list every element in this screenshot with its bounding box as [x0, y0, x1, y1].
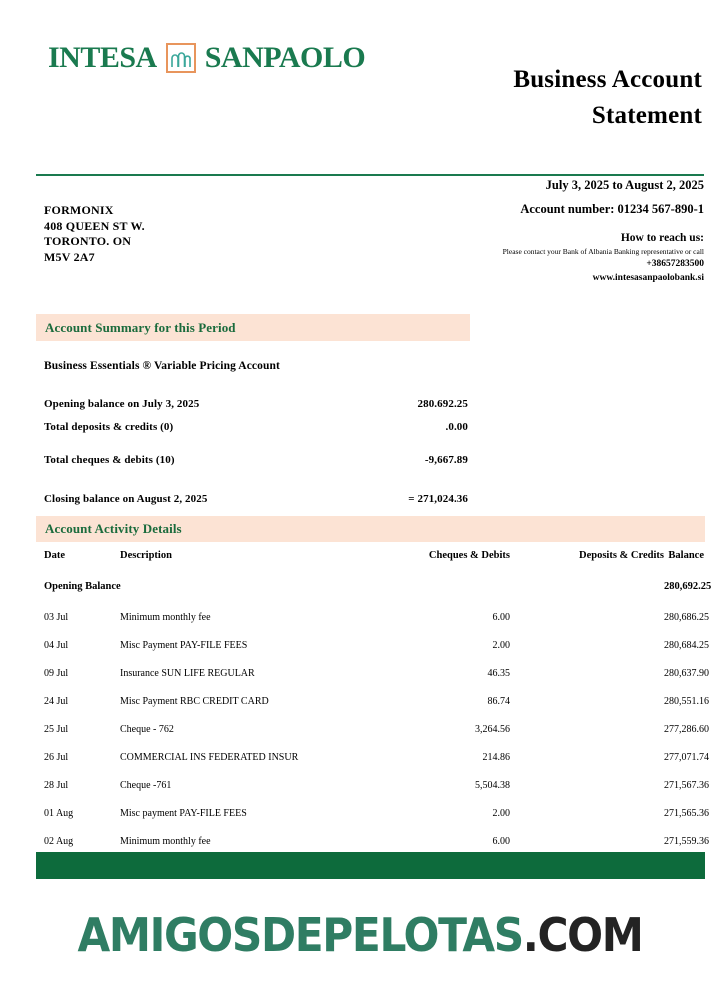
- row-description: Misc Payment RBC CREDIT CARD: [120, 696, 269, 707]
- row-balance: 271,559.36: [664, 836, 709, 847]
- header-divider: [36, 174, 704, 176]
- logo-text-intesa: INTESA: [48, 41, 157, 74]
- row-description: Minimum monthly fee: [120, 836, 211, 847]
- opening-balance-amount: 280,692.25: [664, 581, 712, 592]
- opening-balance-row: [44, 581, 712, 592]
- logo-text-sanpaolo: SANPAOLO: [204, 41, 366, 74]
- row-description: Cheque - 762: [120, 724, 174, 735]
- summary-row-opening: [44, 398, 468, 410]
- column-header-balance: Balance: [668, 550, 704, 561]
- page-title: [282, 62, 702, 133]
- account-summary-heading: Account Summary for this Period: [45, 319, 236, 335]
- row-debit: 6.00: [492, 836, 510, 847]
- page-title-line1: Business Account: [513, 66, 702, 93]
- statement-meta: [284, 178, 704, 286]
- site-watermark: [29, 908, 691, 962]
- row-debit: 2.00: [492, 640, 510, 651]
- row-balance: 271,567.36: [664, 780, 709, 791]
- reach-us-heading: How to reach us:: [620, 232, 704, 244]
- table-row: [44, 724, 709, 752]
- row-balance: 280,684.25: [664, 640, 709, 651]
- customer-street: 408 QUEEN ST W.: [44, 218, 145, 233]
- statement-period: July 3, 2025 to August 2, 2025: [545, 178, 704, 192]
- customer-postal: M5V 2A7: [44, 249, 95, 264]
- row-debit: 214.86: [482, 752, 510, 763]
- contact-website[interactable]: www.intesasanpaolobank.si: [592, 273, 704, 284]
- row-date: 28 Jul: [44, 780, 69, 791]
- row-debit: 46.35: [487, 668, 510, 679]
- table-row: [44, 640, 709, 668]
- column-header-date: Date: [44, 550, 65, 561]
- page-title-line2: Statement: [591, 101, 702, 129]
- row-balance: 280,637.90: [664, 668, 709, 679]
- row-description: Minimum monthly fee: [120, 612, 211, 623]
- column-header-credits: Deposits & Credits: [579, 550, 664, 561]
- summary-label: Closing balance on August 2, 2025: [44, 493, 208, 505]
- row-date: 03 Jul: [44, 612, 69, 623]
- customer-address: [44, 203, 145, 265]
- activity-table: [44, 550, 712, 864]
- contact-phone[interactable]: +38657283500: [646, 259, 704, 270]
- summary-label: Total deposits & credits (0): [44, 421, 174, 433]
- table-row: [44, 752, 709, 780]
- row-description: Cheque -761: [120, 780, 172, 791]
- activity-table-body: [44, 612, 709, 864]
- row-balance: 271,565.36: [664, 808, 709, 819]
- customer-city: TORONTO. ON: [44, 234, 132, 249]
- account-number: Account number: 01234 567-890-1: [520, 202, 704, 216]
- watermark-primary: AMIGOSDEPELOTAS: [77, 908, 523, 962]
- row-debit: 2.00: [492, 808, 510, 819]
- summary-label: Opening balance on July 3, 2025: [44, 398, 200, 410]
- row-date: 09 Jul: [44, 668, 69, 679]
- row-description: Misc payment PAY-FILE FEES: [120, 808, 247, 819]
- column-header-description: Description: [120, 550, 172, 561]
- opening-balance-label: Opening Balance: [44, 581, 121, 592]
- activity-table-header: [44, 550, 704, 561]
- account-activity-heading: Account Activity Details: [45, 521, 182, 536]
- summary-value: .0.00: [445, 421, 468, 433]
- row-debit: 6.00: [492, 612, 510, 623]
- footer-bar: [36, 852, 705, 879]
- row-date: 24 Jul: [44, 696, 69, 707]
- row-description: COMMERCIAL INS FEDERATED INSUR: [120, 752, 299, 763]
- row-balance: 280,551.16: [664, 696, 709, 707]
- table-row: [44, 581, 712, 592]
- row-debit: 5,504.38: [475, 780, 510, 791]
- summary-row-deposits: [44, 421, 468, 433]
- account-type-label: Business Essentials ® Variable Pricing Account: [44, 360, 280, 372]
- summary-value: -9,667.89: [424, 454, 468, 466]
- table-row: [44, 668, 709, 696]
- row-date: 25 Jul: [44, 724, 69, 735]
- row-date: 26 Jul: [44, 752, 69, 763]
- row-date: 04 Jul: [44, 640, 69, 651]
- contact-instruction: Please contact your Bank of Albania Banking representative or call: [502, 247, 704, 256]
- table-row: [44, 808, 709, 836]
- account-activity-band: [36, 516, 705, 542]
- column-header-debits: Cheques & Debits: [428, 550, 510, 561]
- account-summary-list: [44, 398, 468, 505]
- row-balance: 277,286.60: [664, 724, 709, 735]
- row-balance: 280,686.25: [664, 612, 709, 623]
- summary-label: Total cheques & debits (10): [44, 454, 175, 466]
- row-debit: 86.74: [487, 696, 510, 707]
- row-date: 02 Aug: [44, 836, 74, 847]
- summary-row-debits: [44, 454, 468, 466]
- row-description: Insurance SUN LIFE REGULAR: [120, 668, 255, 679]
- row-description: Misc Payment PAY-FILE FEES: [120, 640, 248, 651]
- arches-square-icon: [166, 43, 196, 73]
- table-row: [44, 780, 709, 808]
- table-row: [44, 612, 709, 640]
- account-summary-band: [36, 314, 470, 341]
- row-date: 01 Aug: [44, 808, 74, 819]
- summary-value: 280.692.25: [417, 398, 468, 410]
- table-header-row: [44, 550, 704, 561]
- customer-name: FORMONIX: [44, 203, 114, 217]
- table-row: [44, 696, 709, 724]
- row-debit: 3,264.56: [475, 724, 510, 735]
- summary-value: = 271,024.36: [408, 493, 468, 505]
- summary-row-closing: [44, 493, 468, 505]
- row-balance: 277,071.74: [664, 752, 709, 763]
- watermark-suffix: .COM: [522, 908, 643, 962]
